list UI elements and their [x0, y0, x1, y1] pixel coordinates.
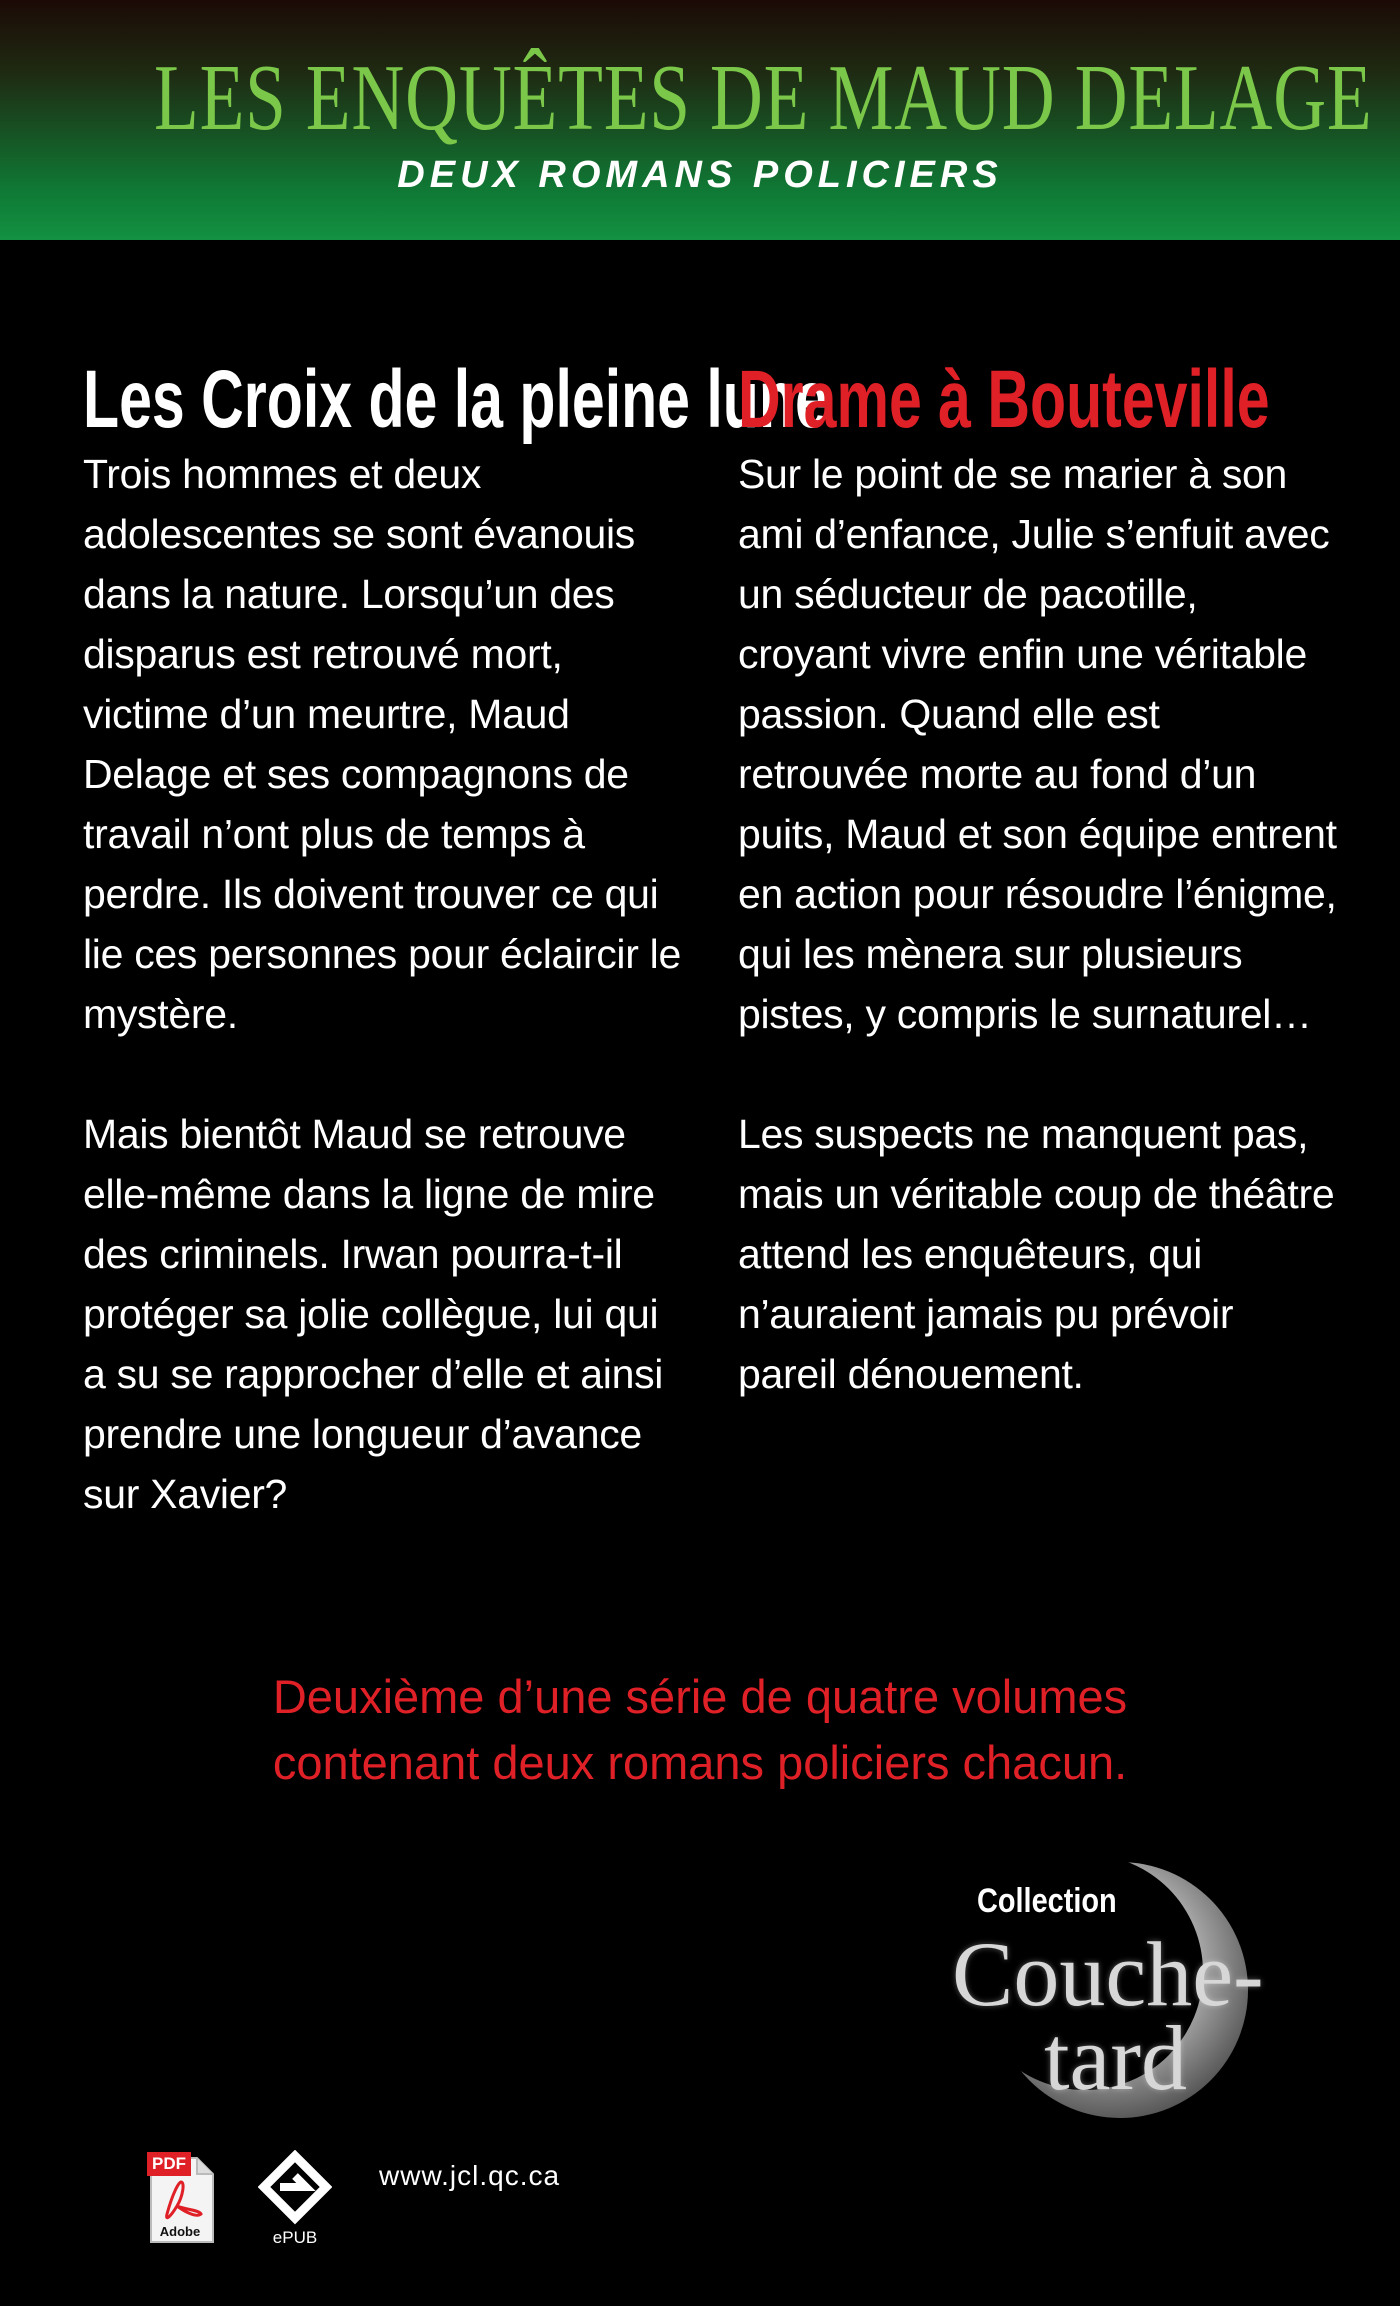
book-title-2: Drame à Bouteville	[738, 354, 1270, 445]
book-1-paragraph-2: Mais bientôt Maud se retrouve elle-même dans la ligne de mire des criminels. Irwan pourra-t-il protéger sa jolie collègue, lui qui a su se rapprocher d’elle et ainsi prendre une longueur d’avance sur Xavier?	[83, 1111, 664, 1517]
series-note	[0, 1664, 1400, 1796]
book-column-2	[738, 350, 1338, 1464]
formats-bar	[143, 2150, 643, 2250]
logo-collection-label: Collection	[977, 1882, 1117, 1920]
series-note-line-2: contenant deux romans policiers chacun.	[272, 1736, 1128, 1789]
pdf-label: PDF	[147, 2152, 191, 2176]
epub-logo-icon	[258, 2150, 332, 2228]
logo-name-line-2: tard	[1044, 2007, 1188, 2109]
series-subtitle: DEUX ROMANS POLICIERS	[397, 154, 1003, 196]
book-1-paragraph-1: Trois hommes et deux adolescentes se sont évanouis dans la nature. Lorsqu’un des disparus est retrouvé mort, victime d’un meurtre, Maud Delage et ses compagnons de travail n’ont plus de temps à perdre. Ils doivent trouver ce qui lie ces personnes pour éclaircir le mystère.	[83, 451, 681, 1037]
series-title: LES ENQUÊTES DE MAUD DELAGE	[154, 46, 1373, 150]
epub-icon	[258, 2150, 332, 2250]
series-note-line-1: Deuxième d’une série de quatre volumes	[272, 1670, 1128, 1723]
website-link[interactable]: www.jcl.qc.ca	[379, 2160, 561, 2191]
book-2-paragraph-1: Sur le point de se marier à son ami d’enfance, Julie s’enfuit avec un séducteur de pacotille, croyant vivre enfin une véritable passion. Quand elle est retrouvée morte au fond d’un puits, Maud et son équipe entrent en action pour résoudre l’énigme, qui les mènera sur plusieurs pistes, y compris le surnaturel…	[738, 451, 1337, 1037]
book-2-paragraph-2: Les suspects ne manquent pas, mais un véritable coup de théâtre attend les enquêteurs, qui n’auraient jamais pu prévoir pareil dénouement.	[738, 1111, 1335, 1397]
logo-name	[952, 1923, 1264, 2109]
adobe-label: Adobe	[159, 2224, 201, 2239]
collection-logo	[930, 1860, 1330, 2120]
book-column-1	[83, 350, 828, 1584]
book-title-1: Les Croix de la pleine lune	[83, 354, 828, 445]
pdf-icon	[143, 2152, 217, 2244]
logo-name-line-1: Couche-	[952, 1923, 1264, 2025]
epub-label: ePUB	[272, 2228, 318, 2247]
